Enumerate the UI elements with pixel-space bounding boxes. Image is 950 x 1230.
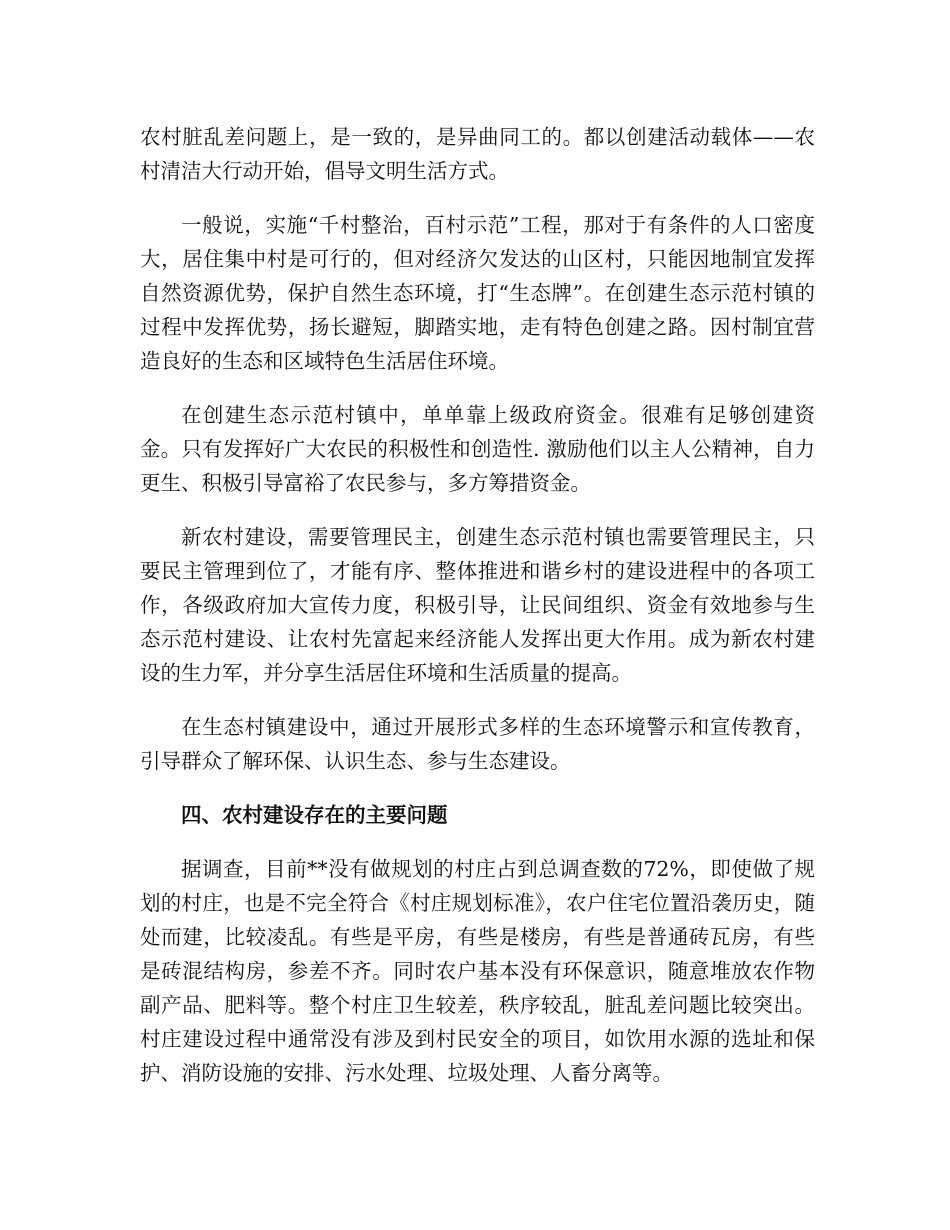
paragraph-qiancun: 一般说，实施“千村整治，百村示范”工程，那对于有条件的人口密度大，居住集中村是可行的，但对经济欠发达的山区村，只能因地制宜发挥自然资源优势，保护自然生态环境，打“生态牌”。在创建生态示范村镇的过程中发挥优势，扬长避短，脚踏实地，走有特色创建之路。因村制宜营造良好的生态和区域特色生活居住环境。 [140,213,815,373]
paragraph-education: 在生态村镇建设中，通过开展形式多样的生态环境警示和宣传教育，引导群众了解环保、认识生态、参与生态建设。 [140,715,815,773]
section-heading: 四、农村建设存在的主要问题 [181,803,448,827]
document-page [140,120,815,1110]
paragraph-survey: 据调查，目前**没有做规划的村庄占到总调查数的72%，即使做了规划的村庄，也是不完全符合《村庄规划标准》，农户住宅位置沿袭历史，随处而建，比较凌乱。有些是平房，有些是楼房，有些是普通砖瓦房，有些是砖混结构房，参差不齐。同时农户基本没有环保意识，随意堆放农作物副产品、肥料等。整个村庄卫生较差，秩序较乱，脏乱差问题比较突出。村庄建设过程中通常没有涉及到村民安全的项目，如饮用水源的选址和保护、消防设施的安排、污水处理、垃圾处理、人畜分离等。 [140,857,815,1085]
paragraph-continuation: 农村脏乱差问题上，是一致的，是异曲同工的。都以创建活动载体——农村清洁大行动开始，倡导文明生活方式。 [140,125,815,183]
paragraph-democracy: 新农村建设，需要管理民主，创建生态示范村镇也需要管理民主，只要民主管理到位了，才能有序、整体推进和谐乡村的建设进程中的各项工作，各级政府加大宣传力度，积极引导，让民间组织、资金有效地参与生态示范村建设、让农村先富起来经济能人发挥出更大作用。成为新农村建设的生力军，并分享生活居住环境和生活质量的提高。 [140,525,815,685]
paragraph-funding: 在创建生态示范村镇中，单单靠上级政府资金。很难有足够创建资金。只有发挥好广大农民的积极性和创造性. 激励他们以主人公精神，自力更生、积极引导富裕了农民参与，多方筹措资金。 [140,403,815,495]
